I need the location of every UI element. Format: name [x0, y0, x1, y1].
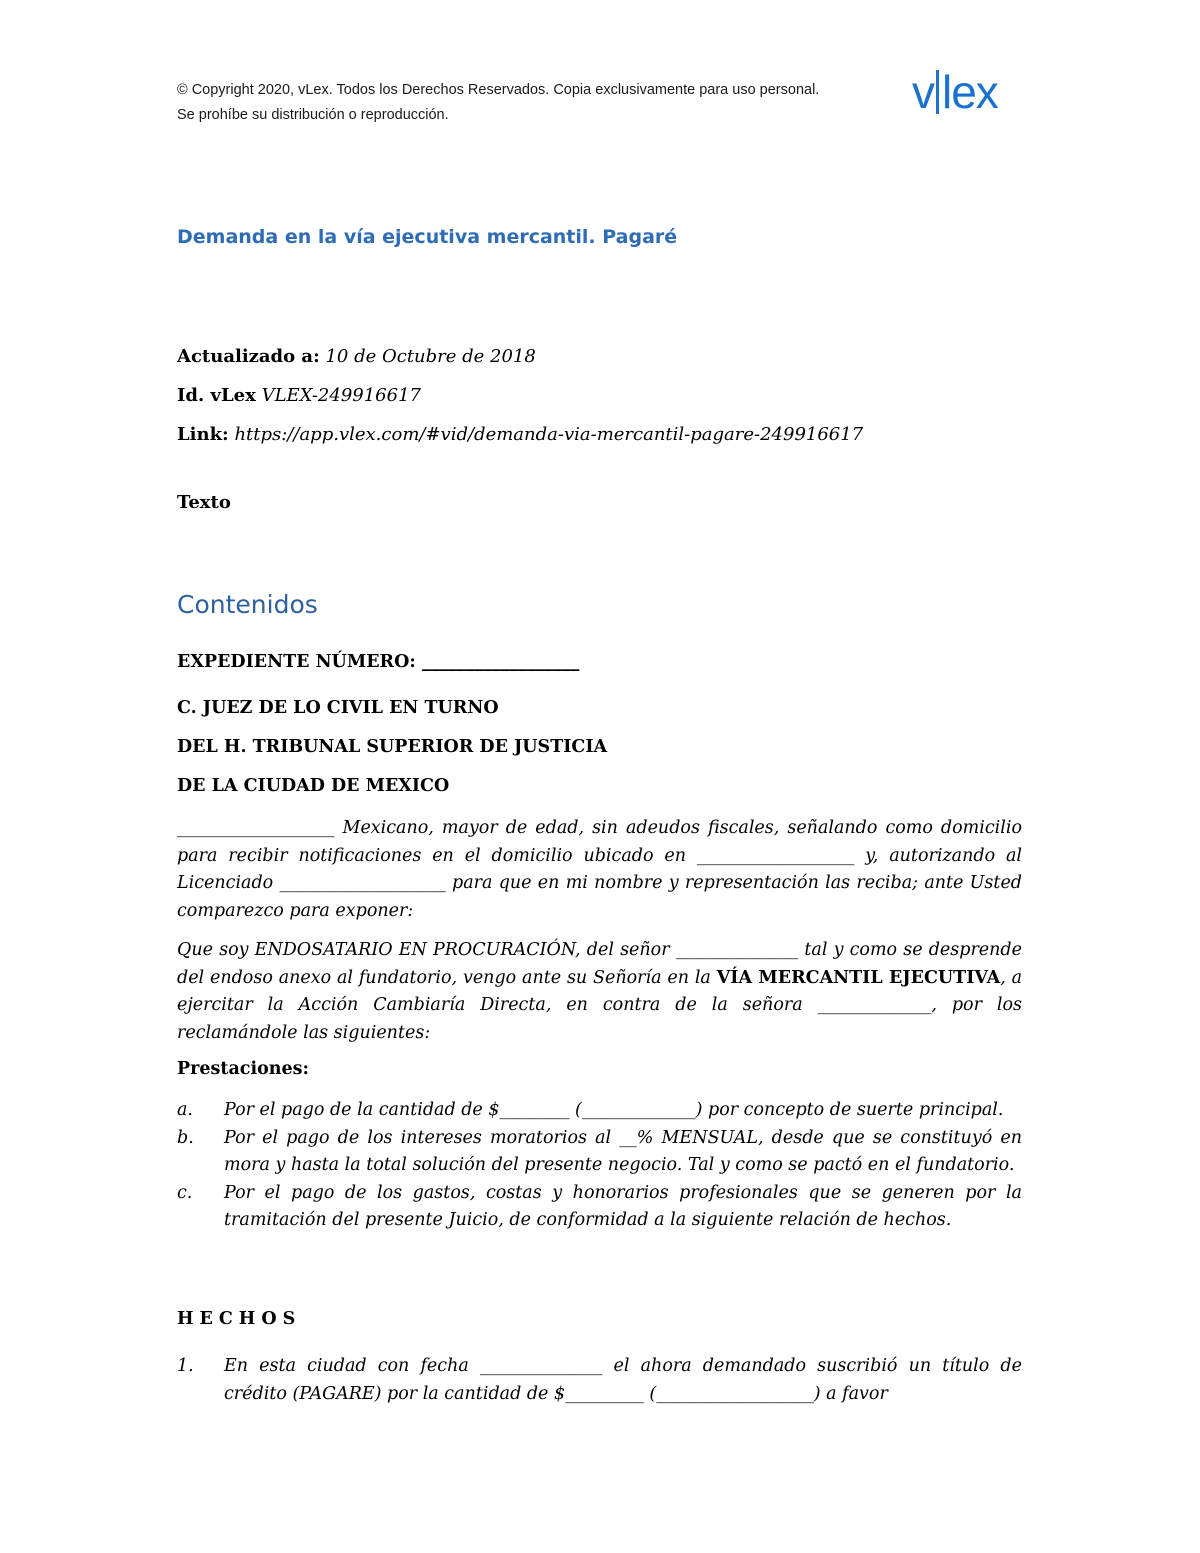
prestaciones-heading: Prestaciones: — [177, 1059, 309, 1079]
updated-line — [177, 346, 536, 367]
link-line — [177, 424, 863, 445]
intro-paragraph: __________________ Mexicano, mayor de edad, sin adeudos fiscales, señalando como domicilio para recibir notificaciones en el domicilio ubicado en __________________ y, autorizando al Licenciado ___________________ para que en mi nombre y representación las reciba; ante Usted comparezco para exponer: — [177, 818, 1022, 921]
list-marker: b. — [177, 1127, 194, 1148]
list-item — [177, 1125, 1022, 1180]
list-marker: a. — [177, 1100, 193, 1120]
list-item-text: Por el pago de la cantidad de $________ (_____________) por concepto de suerte principal. — [224, 1100, 1004, 1120]
list-item — [177, 1180, 1022, 1235]
hechos-heading: HECHOS — [177, 1309, 302, 1329]
list-item-text: En esta ciudad con fecha ______________ el ahora demandado suscribió un título de crédito (PAGARE) por la cantidad de $_________ (__________________) a favor — [224, 1356, 1022, 1404]
updated-label: Actualizado a: — [177, 346, 320, 367]
vlex-logo — [912, 64, 998, 120]
expediente-line: EXPEDIENTE NÚMERO: __________________ — [177, 652, 580, 672]
hechos-list — [177, 1353, 1022, 1408]
id-label: Id. vLex — [177, 385, 256, 406]
list-marker: 1. — [177, 1356, 194, 1376]
logo-text-right: lex — [942, 66, 998, 118]
addressee-line-1: C. JUEZ DE LO CIVIL EN TURNO — [177, 698, 499, 718]
texto-label: Texto — [177, 492, 231, 513]
addressee-line-2: DEL H. TRIBUNAL SUPERIOR DE JUSTICIA — [177, 737, 608, 757]
addressee-line-3: DE LA CIUDAD DE MEXICO — [177, 776, 450, 796]
id-value: VLEX-249916617 — [261, 385, 421, 406]
link-label: Link: — [177, 424, 229, 445]
list-marker: c. — [177, 1182, 193, 1203]
second-paragraph-bold: VÍA MERCANTIL EJECUTIVA — [716, 967, 1001, 988]
contents-heading: Contenidos — [177, 590, 318, 619]
list-item-text: Por el pago de los intereses moratorios al __% MENSUAL, desde que se constituyó en mora y hasta la total solución del presente negocio. Tal y como se pactó en el fundatorio. — [224, 1127, 1022, 1175]
list-item — [177, 1097, 1022, 1125]
list-item-text: Por el pago de los gastos, costas y honorarios profesionales que se generen por la tramitación del presente Juicio, de conformidad a la siguiente relación de hechos. — [224, 1182, 1022, 1230]
second-paragraph-part-b: , a ejercitar la Acción Cambiaría Directa, en contra de la señora _____________, por los reclamándole las siguientes: — [177, 967, 1023, 1043]
logo-divider — [936, 70, 939, 114]
id-line — [177, 385, 421, 406]
second-paragraph — [177, 937, 1022, 1047]
copyright-notice — [177, 78, 897, 128]
copyright-line-2: Se prohíbe su distribución o reproducción. — [177, 107, 449, 123]
second-paragraph-part-a: Que soy ENDOSATARIO EN PROCURACIÓN, del señor ______________ tal y como se desprende del endoso anexo al fundatorio, vengo ante su Señoría en la — [177, 940, 1022, 988]
copyright-line-1: © Copyright 2020, vLex. Todos los Derechos Reservados. Copia exclusivamente para uso personal. — [177, 82, 820, 98]
list-item — [177, 1353, 1022, 1408]
document-title: Demanda en la vía ejecutiva mercantil. Pagaré — [177, 226, 678, 248]
logo-text-left: v — [912, 66, 934, 118]
prestaciones-list — [177, 1097, 1022, 1235]
updated-value: 10 de Octubre de 2018 — [325, 346, 536, 367]
link-value[interactable]: https://app.vlex.com/#vid/demanda-via-mercantil-pagare-249916617 — [234, 424, 864, 445]
